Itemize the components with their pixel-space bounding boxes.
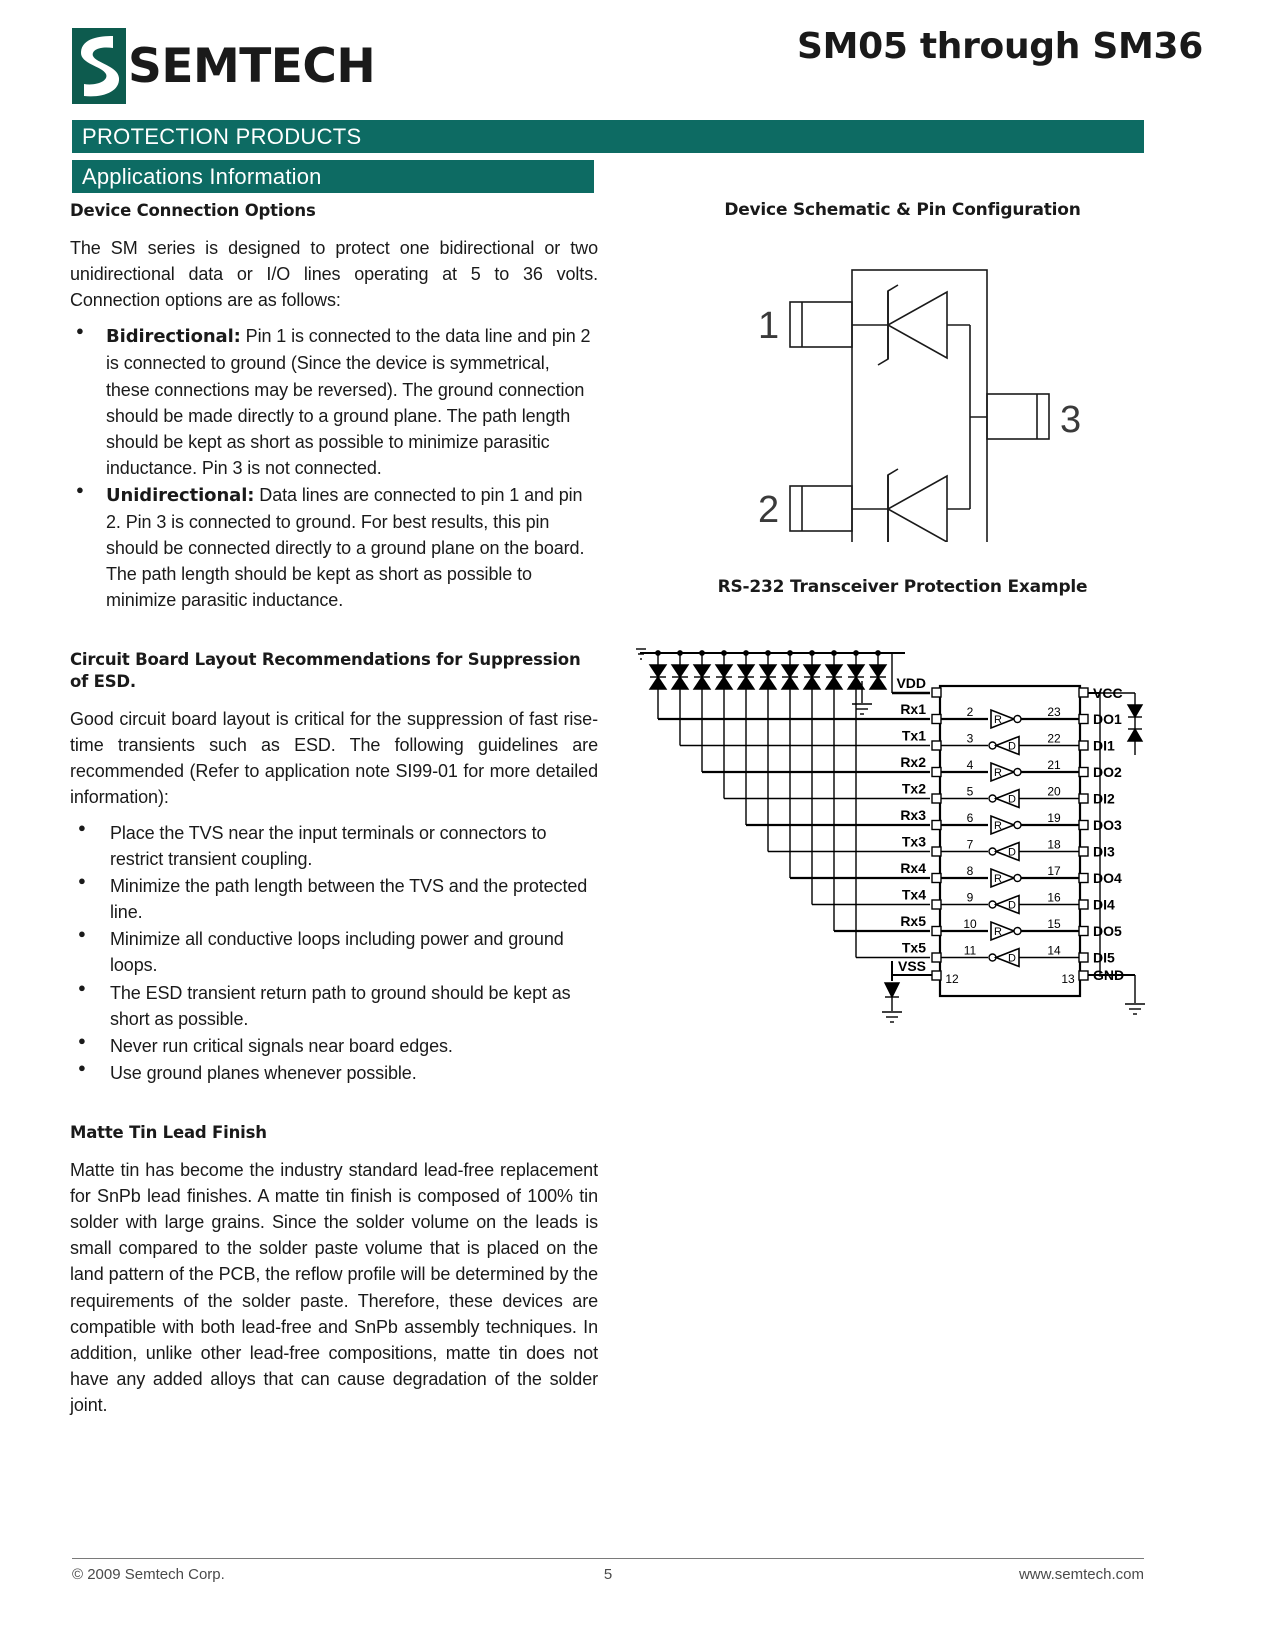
svg-text:8: 8 [966,864,974,878]
svg-text:5: 5 [966,784,974,799]
list-item [70,482,598,613]
svg-text:17: 17 [1047,864,1061,878]
list-item: ● Minimize the path length between the TVS and the protected line. [70,873,598,925]
bullet-text-bidirectional: Pin 1 is connected to the data line and pin 2 is connected to ground (Since the device is symmetrical, these connections may be reversed). The ground connection should be made directly to a ground plane. The path length should be kept as short as possible to minimize parasitic inductance. Pin 3 is not connected. [106,326,591,478]
paragraph-device-connection-intro: The SM series is designed to protect one bidirectional or two unidirectional data or I/O lines operating at 5 to 36 volts. Connection options are as follows: [70,238,598,311]
svg-text:23: 23 [1047,705,1061,719]
bullet-lead-unidirectional: Unidirectional: [106,484,255,506]
heading-circuit-board-layout: Circuit Board Layout Recommendations for Suppression of ESD. [70,650,581,691]
svg-text:DO3: DO3 [1093,817,1122,833]
list-item [70,323,598,481]
device-pin-1-label: 1 [758,305,780,347]
svg-text:Rx3: Rx3 [900,807,926,823]
svg-text:R: R [994,873,1002,885]
svg-text:GND: GND [1093,967,1125,983]
paragraph-layout-intro: Good circuit board layout is critical for the suppression of fast rise-time transients such as ESD. The following guidelines are recommended (Refer to application note SI99-01 for more detailed information): [70,708,598,807]
banner-applications-information [72,160,594,193]
svg-text:21: 21 [1047,758,1061,772]
svg-text:10: 10 [963,917,977,931]
list-item: ● Use ground planes whenever possible. [70,1060,598,1086]
svg-text:DI1: DI1 [1093,737,1115,754]
rs232-schematic-svg [630,631,1175,1051]
svg-text:R: R [994,820,1002,832]
svg-text:DO1: DO1 [1093,711,1122,727]
banner-protection-products [72,120,1144,153]
left-column [70,200,598,1428]
svg-text:Rx5: Rx5 [900,913,926,929]
spacer [70,1096,598,1122]
svg-text:16: 16 [1047,890,1061,905]
svg-text:R: R [994,714,1002,726]
svg-text:Tx1: Tx1 [901,727,926,744]
svg-text:15: 15 [1047,917,1061,931]
semtech-logo [72,28,375,104]
svg-text:9: 9 [966,890,974,905]
svg-text:DI5: DI5 [1093,949,1115,966]
bullet-lead-bidirectional: Bidirectional: [106,326,241,348]
paragraph-matte-tin: Matte tin has become the industry standard lead-free replacement for SnPb lead finishes. A matte tin finish is composed of 100% tin solder with large grains. Since the solder volume on the leads is small compared to the solder paste volume that is placed on the land pattern of the PCB, the reflow profile will be determined by the requirements of the solder paste. Therefore, these devices are compatible with both lead-free and SnPb assembly techniques. In addition, unlike other lead-free compositions, matte tin does not have any added alloys that can cause degradation of the solder joint. [70,1160,598,1415]
svg-text:Tx3: Tx3 [901,833,926,850]
svg-text:D: D [1008,899,1016,912]
svg-text:14: 14 [1047,943,1061,958]
document-title: SM05 through SM36 [796,26,1203,67]
svg-text:6: 6 [966,811,974,825]
svg-text:22: 22 [1047,731,1061,746]
list-connection-options [70,323,598,613]
list-item: ● Place the TVS near the input terminals or connectors to restrict transient coupling. [70,820,598,872]
svg-text:D: D [1008,793,1016,806]
svg-text:Tx2: Tx2 [901,780,926,797]
footer-divider [72,1558,1144,1559]
svg-text:Rx1: Rx1 [900,701,926,717]
svg-text:D: D [1008,952,1016,965]
svg-text:Rx4: Rx4 [900,860,926,876]
svg-text:DO4: DO4 [1093,870,1122,886]
device-pin-3-label: 3 [1060,399,1082,441]
semtech-logo-mark-icon [72,28,126,104]
list-item: ● Minimize all conductive loops including power and ground loops. [70,926,598,978]
svg-text:DI4: DI4 [1093,896,1115,913]
banner-protection-products-label: PROTECTION PRODUCTS [82,123,362,149]
svg-text:12: 12 [945,972,959,986]
svg-text:D: D [1008,846,1016,859]
svg-text:Tx4: Tx4 [901,886,926,903]
svg-text:VCC: VCC [1093,685,1123,701]
page-header [0,0,1275,120]
svg-text:19: 19 [1047,811,1061,825]
svg-text:4: 4 [966,758,974,772]
svg-text:11: 11 [963,943,977,958]
list-layout-guidelines [70,820,598,1086]
svg-text:Tx5: Tx5 [901,939,926,956]
heading-matte-tin-lead-finish: Matte Tin Lead Finish [70,1122,267,1142]
figure-device-schematic [630,242,1175,547]
right-column [630,200,1175,1056]
footer-page-number: 5 [603,1566,613,1583]
list-item: ● The ESD transient return path to ground should be kept as short as possible. [70,980,598,1032]
semtech-logo-text: SEMTECH [128,38,376,94]
svg-text:R: R [994,767,1002,779]
svg-text:VDD: VDD [896,675,926,691]
bullet-text-unidirectional: Data lines are connected to pin 1 and pin 2. Pin 3 is connected to ground. For best results, this pin should be connected directly to a ground plane on the board. The path length should be kept as short as possible to minimize parasitic inductance. [106,484,585,611]
svg-text:D: D [1008,740,1016,753]
footer-copyright: © 2009 Semtech Corp. [72,1566,225,1583]
svg-text:DO5: DO5 [1093,923,1122,939]
svg-text:13: 13 [1061,972,1075,986]
svg-text:Rx2: Rx2 [900,754,926,770]
svg-text:20: 20 [1047,784,1061,799]
svg-text:2: 2 [966,705,974,719]
spacer [70,623,598,649]
svg-text:R: R [994,926,1002,938]
svg-text:DO2: DO2 [1093,764,1122,780]
figure-rs232-protection [630,631,1175,1056]
device-pin-2-label: 2 [758,489,780,531]
figure-title-rs232: RS-232 Transceiver Protection Example [717,577,1088,597]
list-item: ● Never run critical signals near board edges. [70,1033,598,1059]
svg-text:DI3: DI3 [1093,843,1115,860]
footer-website: www.semtech.com [1018,1566,1144,1583]
svg-text:3: 3 [966,731,974,746]
device-schematic-svg [630,242,1175,542]
figure-title-device-schematic: Device Schematic & Pin Configuration [724,200,1081,220]
heading-device-connection-options: Device Connection Options [70,201,316,220]
svg-text:18: 18 [1047,837,1061,852]
svg-text:VSS: VSS [897,958,926,974]
svg-text:7: 7 [966,837,974,852]
svg-text:DI2: DI2 [1093,790,1115,807]
banner-applications-information-label: Applications Information [82,163,322,189]
page-footer [72,1566,1144,1596]
